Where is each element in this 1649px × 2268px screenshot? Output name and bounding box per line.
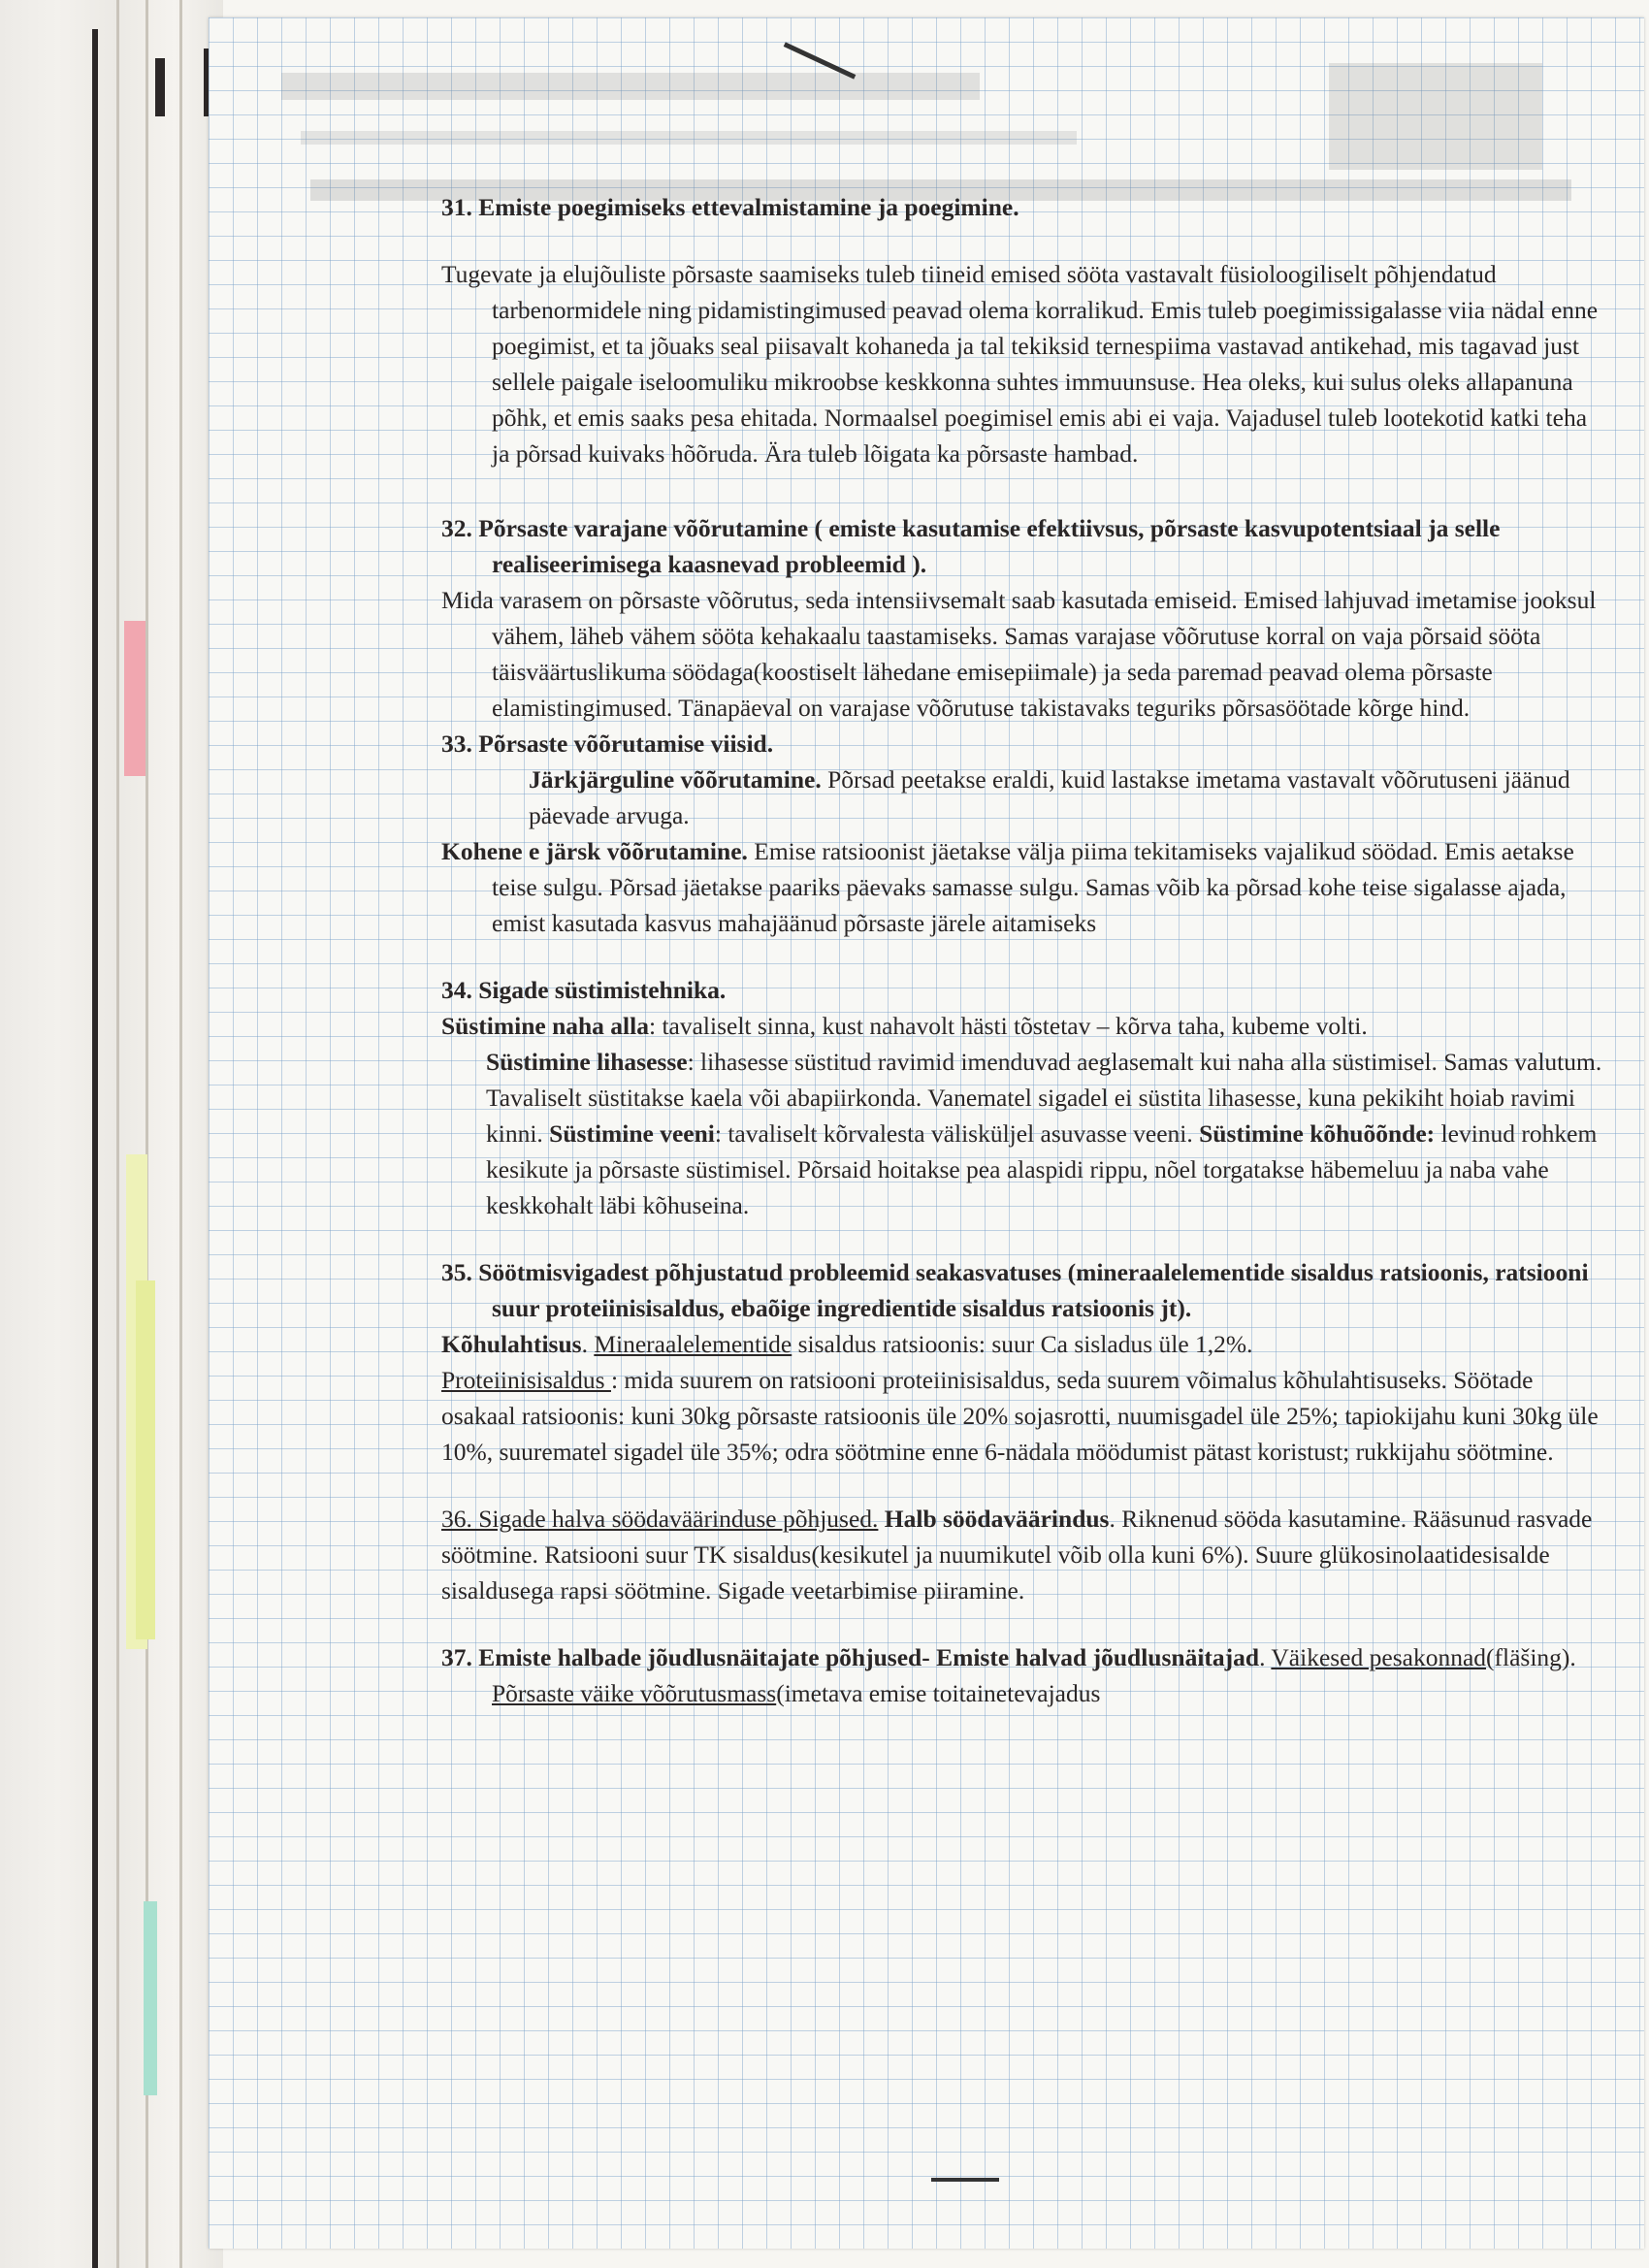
document-text [441, 189, 1605, 1711]
section-32-body: Mida varasem on põrsaste võõrutus, seda intensiivsemalt saab kasutada emiseid. Emised lahjuvad imetamise jooksul vähem, läheb vähem sööta kehakaalu taastamiseks. Samas varajase võõrutuse korral on vaja põrsaid sööta täisväärtuslikuma söödaga(koostiselt lähedane emisepiimale) ja seda paremad peavad olema põrsaste elamistingimused. Tänapäeval on varajase võõrutuse takistavaks teguriks põrsasöötade kõrge hind. [441, 586, 1597, 722]
section-34-line-1: Süstimine naha alla: tavaliselt sinna, kust nahavolt hästi tõstetav – kõrva taha, kubeme volti. [441, 1012, 1368, 1040]
section-34-heading: 34. Sigade süstimistehnika. [441, 976, 727, 1004]
pink-tab [124, 621, 146, 776]
term-poor-feed-conversion: Halb söödaväärindus [884, 1505, 1110, 1533]
low-weaning-weight-underlined: Põrsaste väike võõrutusmass [492, 1679, 777, 1707]
page-edge [116, 0, 119, 2268]
term-diarrhea: Kõhulahtisus [441, 1330, 582, 1358]
section-34-body: Süstimine lihasesse: lihasesse süstitud ravimid imenduvad aeglasemalt kui naha alla süstimisel. Samas valutum. Tavaliselt süstitakse kaela või abapiirkonda. Vanematel sigadel ei süstita lihasesse, kuna pekikiht hoiab ravimi kinni. Süstimine veeni: tavaliselt kõrvalesta välisküljel asuvasse veeni. Süstimine kõhuõõnde: levinud rohkem kesikute ja põrsaste süstimisel. Põrsaid hoitakse pea alaspidi rippu, nõel torgatakse häbemeluu ja naba vahe keskkohalt läbi kõhuseina. [486, 1048, 1602, 1219]
section-33-heading: 33. Põrsaste võõrutamise viisid. [441, 729, 774, 758]
bleed-through-print [281, 53, 1620, 209]
term-intravenous: Süstimine veeni [549, 1119, 715, 1148]
section-33-item-2: Kohene e järsk võõrutamine. Emise ratsioonist jäetakse välja piima tekitamiseks vajalikud söödad. Emis aetakse teise sulgu. Põrsad jäetakse paariks päevaks samasse sulgu. Samas võib ka põrsad kohe teise sigalasse ajada, emist kasutada kasvus mahajäänud põrsaste järele aitamiseks [441, 837, 1574, 937]
protein-content-underlined: Proteiinisisaldus [441, 1366, 611, 1394]
binder-ring-bar [92, 29, 98, 2268]
binder-edge [0, 0, 223, 2268]
section-37-heading: 37. Emiste halbade jõudlusnäitajate põhjused- Emiste halvad jõudlusnäitajad [441, 1643, 1260, 1671]
section-35-body: Proteiinisisaldus : mida suurem on ratsiooni proteiinisisaldus, seda suurem võimalus kõhulahtisuseks. Söötade osakaal ratsioonis: kuni 30kg põrsaste ratsioonis üle 20% sojasrotti, nuumisgadel üle 25%; tapiokijahu kuni 30kg üle 10%, suurematel sigadel üle 35%; odra söötmine enne 6-nädala möödumist pätast koristust; rukkijahu söötmine. [441, 1366, 1599, 1466]
page-edge [179, 0, 182, 2268]
section-31-body: Tugevate ja elujõuliste põrsaste saamiseks tuleb tiineid emised sööta vastavalt füsioloogiliselt põhjendatud tarbenormidele ning pidamistingimused peavad olema korralikud. Emis tuleb poegimissigalasse viia nädal enne poegimist, et ta jõuaks seal piisavalt kohaneda ja tal tekiksid ternespiima vastavad antikehad, mis tagavad just sellele paigale iseloomuliku mikroobse keskkonna suhtes immuunsuse. Hea oleks, kui sulus oleks allapanuna põhk, et emis saaks pesa ehitada. Normaalsel poegimisel emis abi ei vaja. Vajadusel tuleb lootekotid katki teha ja põrsad kuivaks hõõruda. Ära tuleb lõigata ka põrsaste hambad. [441, 260, 1599, 468]
term-subcutaneous: Süstimine naha alla [441, 1012, 649, 1040]
section-33-item-1: Järkjärguline võõrutamine. Põrsad peetakse eraldi, kuid lastakse imetama vastavalt võõrutuseni jäänud päevade arvuga. [529, 765, 1570, 829]
term-intraperitoneal: Süstimine kõhuõõnde: [1199, 1119, 1436, 1148]
mineral-elements-underlined: Mineraalelementide [594, 1330, 792, 1358]
section-35-line-1: Kõhulahtisus. Mineraalelementide sisaldus ratsioonis: suur Ca sisladus üle 1,2%. [441, 1330, 1253, 1358]
term-abrupt-weaning: Kohene e järsk võõrutamine. [441, 837, 748, 865]
section-36-heading: 36. Sigade halva söödaväärinduse põhjused. [441, 1505, 879, 1533]
term-intramuscular: Süstimine lihasesse [486, 1048, 688, 1076]
section-32-heading: 32. Põrsaste varajane võõrutamine ( emiste kasutamise efektiivsus, põrsaste kasvupotentsiaal ja selle realiseerimisega kaasnevad probleemid ). [441, 514, 1501, 578]
small-litters-underlined: Väikesed pesakonnad [1271, 1643, 1487, 1671]
green-tab [144, 1901, 157, 2095]
binder-clip [155, 58, 165, 116]
term-gradual-weaning: Järkjärguline võõrutamine. [529, 765, 822, 794]
pen-stroke [931, 2178, 999, 2182]
yellow-sticky-note [136, 1280, 155, 1639]
section-37: 37. Emiste halbade jõudlusnäitajate põhjused- Emiste halvad jõudlusnäitajad. Väikesed pesakonnad(fläšing). Põrsaste väike võõrutusmass(imetava emise toitainetevajadus [441, 1643, 1576, 1707]
section-35-heading: 35. Söötmisvigadest põhjustatud probleemid seakasvatuses (mineraalelementide sisaldus ratsioonis, ratsiooni suur proteiinisisaldus, ebaõige ingredientide sisaldus ratsioonis jt). [441, 1258, 1589, 1322]
section-31-heading: 31. Emiste poegimiseks ettevalmistamine ja poegimine. [441, 193, 1019, 221]
section-36: 36. Sigade halva söödaväärinduse põhjused. Halb söödaväärindus. Riknenud sööda kasutamine. Rääsunud rasvade söötmine. Ratsiooni suur TK sisaldus(kesikutel ja nuumikutel võib olla kuni 6%). Suure glükosinolaatidesisalde sisaldusega rapsi söötmine. Sigade veetarbimise piiramine. [441, 1505, 1593, 1604]
